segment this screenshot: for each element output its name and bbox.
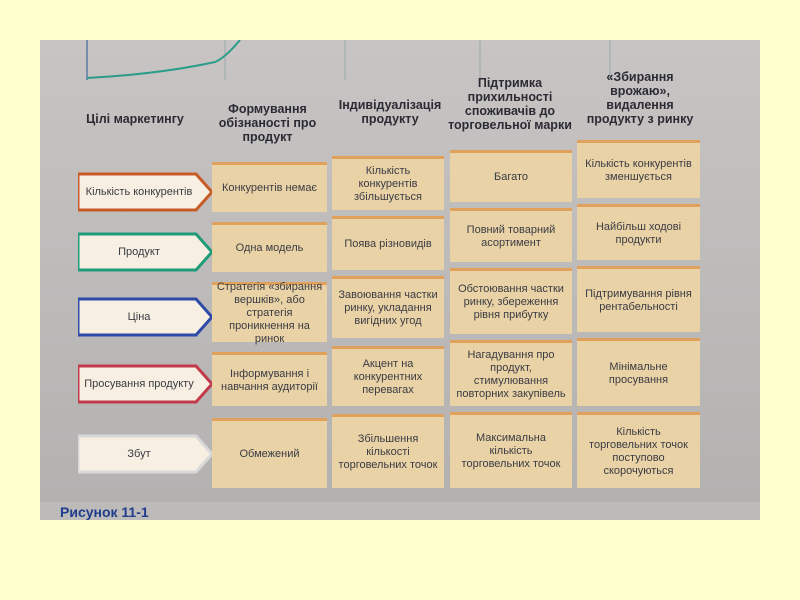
cell-r4-c3: Нагадування про продукт, стимулювання повторних закупівель: [450, 340, 572, 406]
cell-r2-c3: Повний товарний асортимент: [450, 208, 572, 262]
book-page-photo: [40, 40, 760, 520]
figure-caption: Рисунок 11-1: [60, 504, 149, 520]
header-col2: Індивідуалізація продукту: [338, 98, 442, 126]
cell-r1-c4: Кількість конкурентів зменшується: [577, 140, 700, 198]
row-label-text: Продукт: [118, 245, 160, 258]
row-label-distribution: [78, 432, 218, 476]
row-label-text: Просування продукту: [84, 377, 194, 390]
header-col3: Підтримка прихильності споживачів до торговельної марки: [448, 76, 572, 132]
cell-r4-c4: Мінімальне просування: [577, 338, 700, 406]
cell-r5-c2: Збільшення кількості торговельних точок: [332, 414, 444, 488]
row-label-text: Кількість конкурентів: [85, 185, 193, 198]
cell-r1-c1: Конкурентів немає: [212, 162, 327, 212]
cell-r1-c3: Багато: [450, 150, 572, 202]
cell-r2-c4: Найбільш ходові продукти: [577, 204, 700, 260]
cell-r5-c3: Максимальна кількість торговельних точок: [450, 412, 572, 488]
cell-r5-c4: Кількість торговельних точок поступово скорочуються: [577, 412, 700, 488]
cell-r3-c4: Підтримування рівня рентабельності: [577, 266, 700, 332]
row-label-promotion: [78, 362, 218, 406]
header-col1: Формування обізнаності про продукт: [218, 102, 317, 144]
row-label-product: [78, 230, 218, 274]
cell-r2-c2: Поява різновидів: [332, 216, 444, 270]
cell-r5-c1: Обмежений: [212, 418, 327, 488]
row-label-price: [78, 295, 218, 339]
cell-r3-c1: Стратегія «збирання вершків», або стратегія проникнення на ринок: [212, 282, 327, 342]
row-label-text: Ціна: [127, 310, 151, 323]
cell-r4-c2: Акцент на конкурентних перевагах: [332, 346, 444, 406]
cell-r2-c1: Одна модель: [212, 222, 327, 272]
cell-r3-c2: Завоювання частки ринку, укладання вигідних угод: [332, 276, 444, 338]
row-label-competitors: [78, 170, 218, 214]
header-goals: Цілі маркетингу: [86, 112, 184, 126]
cell-r3-c3: Обстоювання частки ринку, збереження рівня прибутку: [450, 268, 572, 334]
cell-r1-c2: Кількість конкурентів збільшується: [332, 156, 444, 210]
row-label-text: Збут: [127, 447, 151, 460]
cell-r4-c1: Інформування і навчання аудиторії: [212, 352, 327, 406]
header-col4: «Збирання врожаю», видалення продукту з ринку: [586, 70, 694, 126]
